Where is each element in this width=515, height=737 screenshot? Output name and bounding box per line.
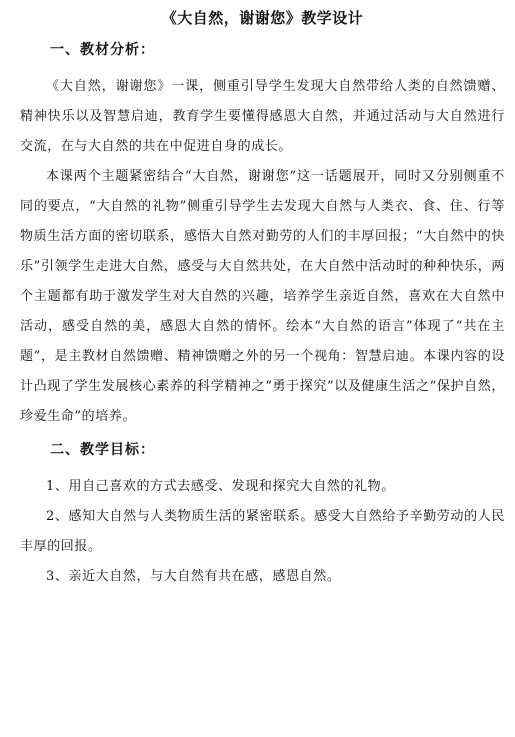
paragraph-two-themes: 本课两个主题紧密结合“大自然，谢谢您”这一话题展开，同时又分别侧重不同的要点，“大自然的礼物”侧重引导学生去发现大自然与人类衣、食、住、行等物质生活方面的密切联系，感悟大自然对勤劳的人们的丰厚回报；“大自然中的快乐”引领学生走进大自然，感受与大自然共处，在大自然中活动时的种种快乐，两个主题都有助于激发学生对大自然的兴趣，培养学生亲近自然，喜欢在大自然中活动，感受自然的美，感恩大自然的情怀。绘本“大自然的语言”体现了“共在主题”，是主教材自然馈赠、精神馈赠之外的另一个视角：智慧启迪。本课内容的设计凸现了学生发展核心素养的科学精神之“勇于探究”以及健康生活之“保护自然，珍爱生命”的培养。 bbox=[20, 169, 505, 424]
goal-item-3: 3、亲近大自然，与大自然有共在感，感恩自然。 bbox=[46, 569, 341, 584]
document-title: 《大自然，谢谢您》教学设计 bbox=[161, 9, 364, 27]
goal-item-1: 1、用自己喜欢的方式去感受、发现和探究大自然的礼物。 bbox=[46, 479, 395, 494]
section-heading-teaching-goals: 二、教学目标： bbox=[50, 442, 155, 458]
section-heading-textbook-analysis: 一、教材分析： bbox=[50, 42, 155, 58]
paragraph-lesson-overview: 《大自然，谢谢您》一课，侧重引导学生发现大自然带给人类的自然馈赠、精神快乐以及智慧启迪，教育学生要懂得感恩大自然，并通过活动与大自然进行交流，在与大自然的共在中促进自身的成长。 bbox=[20, 79, 505, 154]
goal-item-2: 2、感知大自然与人类物质生活的紧密联系。感受大自然给予辛勤劳动的人民丰厚的回报。 bbox=[20, 509, 505, 554]
